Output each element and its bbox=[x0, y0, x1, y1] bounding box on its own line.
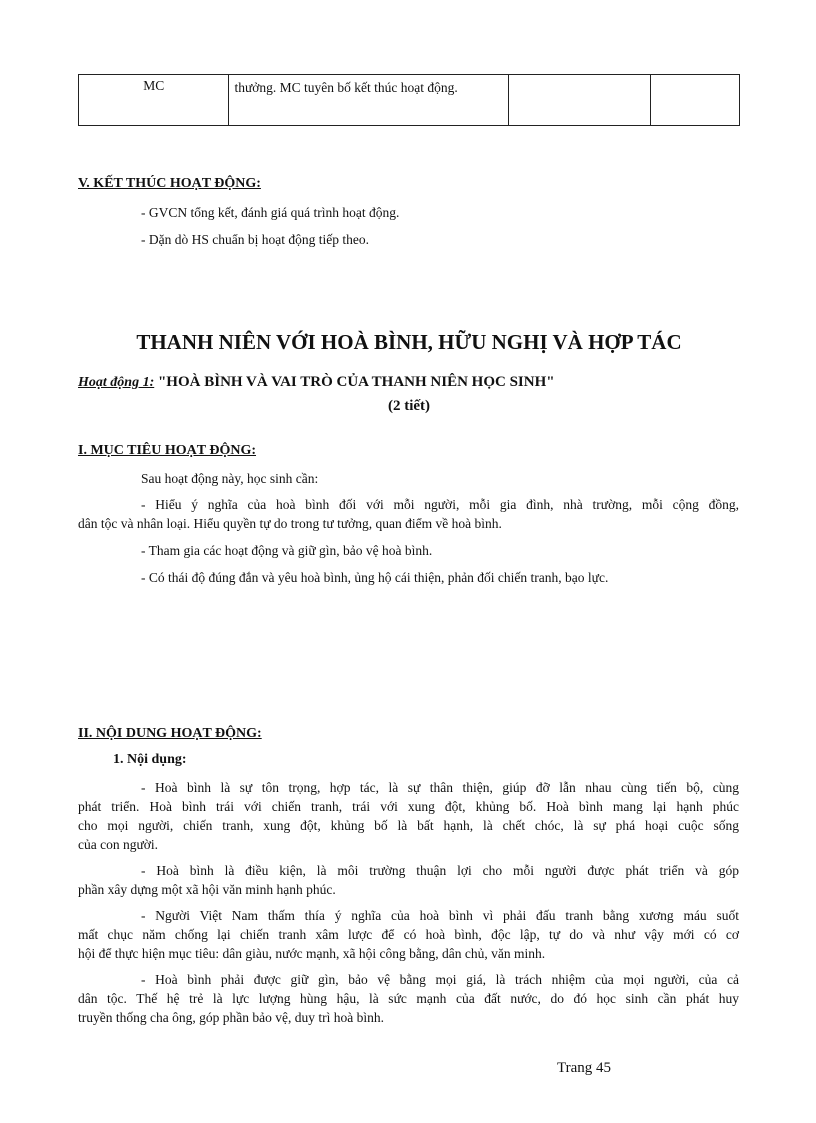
paragraph-line: - Hoà bình là điều kiện, là môi trường thuận lợi cho mỗi người được phát triển và góp bbox=[141, 863, 739, 878]
table-cell-empty bbox=[509, 75, 650, 126]
paragraph-line: - Hoà bình là sự tôn trọng, hợp tác, là sự thân thiện, giúp đỡ lẫn nhau cùng tiến bộ, cùng bbox=[141, 780, 739, 795]
page-number: Trang 45 bbox=[557, 1060, 612, 1076]
paragraph-line: - Hoà bình phải được giữ gìn, bảo vệ bằng mọi giá, là trách nhiệm của mọi người, của cả bbox=[141, 972, 739, 987]
paragraph-line: truyền thống cha ông, góp phần bảo vệ, duy trì hoà bình. bbox=[78, 1010, 384, 1025]
section-i-item: dân tộc và nhân loại. Hiểu quyền tự do trong tư tưởng, quan điểm về hoà bình. bbox=[78, 516, 502, 531]
activity-title: "HOÀ BÌNH VÀ VAI TRÒ CỦA THANH NIÊN HỌC SINH" bbox=[154, 374, 555, 390]
table-row bbox=[79, 75, 740, 126]
section-v-item: - GVCN tổng kết, đánh giá quá trình hoạt động. bbox=[141, 205, 400, 220]
table-cell-content: thưởng. MC tuyên bố kết thúc hoạt động. bbox=[229, 75, 509, 126]
main-title: THANH NIÊN VỚI HOÀ BÌNH, HỮU NGHỊ VÀ HỢP TÁC bbox=[136, 330, 682, 354]
paragraph-line: phát triển. Hoà bình trái với chiến tranh, trái với xung đột, khủng bố. Hoà bình mang lại hạnh phúc bbox=[78, 799, 739, 814]
paragraph-line: cho mọi người, chiến tranh, xung đột, khủng bố là bất hạnh, là chết chóc, là sự phá hoại cuộc sống bbox=[78, 818, 739, 833]
section-i-intro: Sau hoạt động này, học sinh cần: bbox=[141, 471, 319, 486]
section-ii-heading: II. NỘI DUNG HOẠT ĐỘNG: bbox=[78, 726, 262, 741]
section-v-item: - Dặn dò HS chuẩn bị hoạt động tiếp theo. bbox=[141, 232, 369, 247]
activity-heading bbox=[78, 374, 740, 391]
paragraph-line: - Người Việt Nam thấm thía ý nghĩa của hoà bình vì phải đấu tranh bằng xương máu suốt bbox=[141, 908, 739, 923]
section-ii-subheading: 1. Nội dụng: bbox=[113, 752, 187, 767]
paragraph-line: mất chục năm chống lại chiến tranh xâm lược để có hoà bình, độc lập, tự do và như vậy mới có cơ bbox=[78, 927, 739, 942]
table-cell-empty bbox=[650, 75, 739, 126]
activity-table bbox=[78, 74, 740, 126]
activity-duration: (2 tiết) bbox=[387, 398, 431, 414]
paragraph-line: hội để thực hiện mục tiêu: dân giàu, nước mạnh, xã hội công bằng, dân chủ, văn minh. bbox=[78, 946, 546, 961]
paragraph-line: dân tộc. Thế hệ trẻ là lực lượng hùng hậu, là sức mạnh của đất nước, do đó học sinh cần phát huy bbox=[78, 991, 739, 1006]
section-i-item: - Hiểu ý nghĩa của hoà bình đối với mỗi người, mỗi gia đình, nhà trường, mỗi cộng đồng, bbox=[141, 497, 739, 512]
activity-label: Hoạt động 1: bbox=[78, 375, 155, 390]
paragraph-line: phần xây dựng một xã hội văn minh hạnh phúc. bbox=[78, 882, 336, 897]
section-i-item: - Tham gia các hoạt động và giữ gìn, bảo vệ hoà bình. bbox=[141, 543, 433, 558]
section-i-heading: I. MỤC TIÊU HOẠT ĐỘNG: bbox=[78, 443, 257, 458]
section-i-item: - Có thái độ đúng đắn và yêu hoà bình, ủng hộ cái thiện, phản đối chiến tranh, bạo lực. bbox=[141, 570, 609, 585]
table-cell-role: MC bbox=[79, 75, 229, 126]
paragraph-line: của con người. bbox=[78, 837, 159, 852]
section-v-heading: V. KẾT THÚC HOẠT ĐỘNG: bbox=[78, 176, 261, 191]
